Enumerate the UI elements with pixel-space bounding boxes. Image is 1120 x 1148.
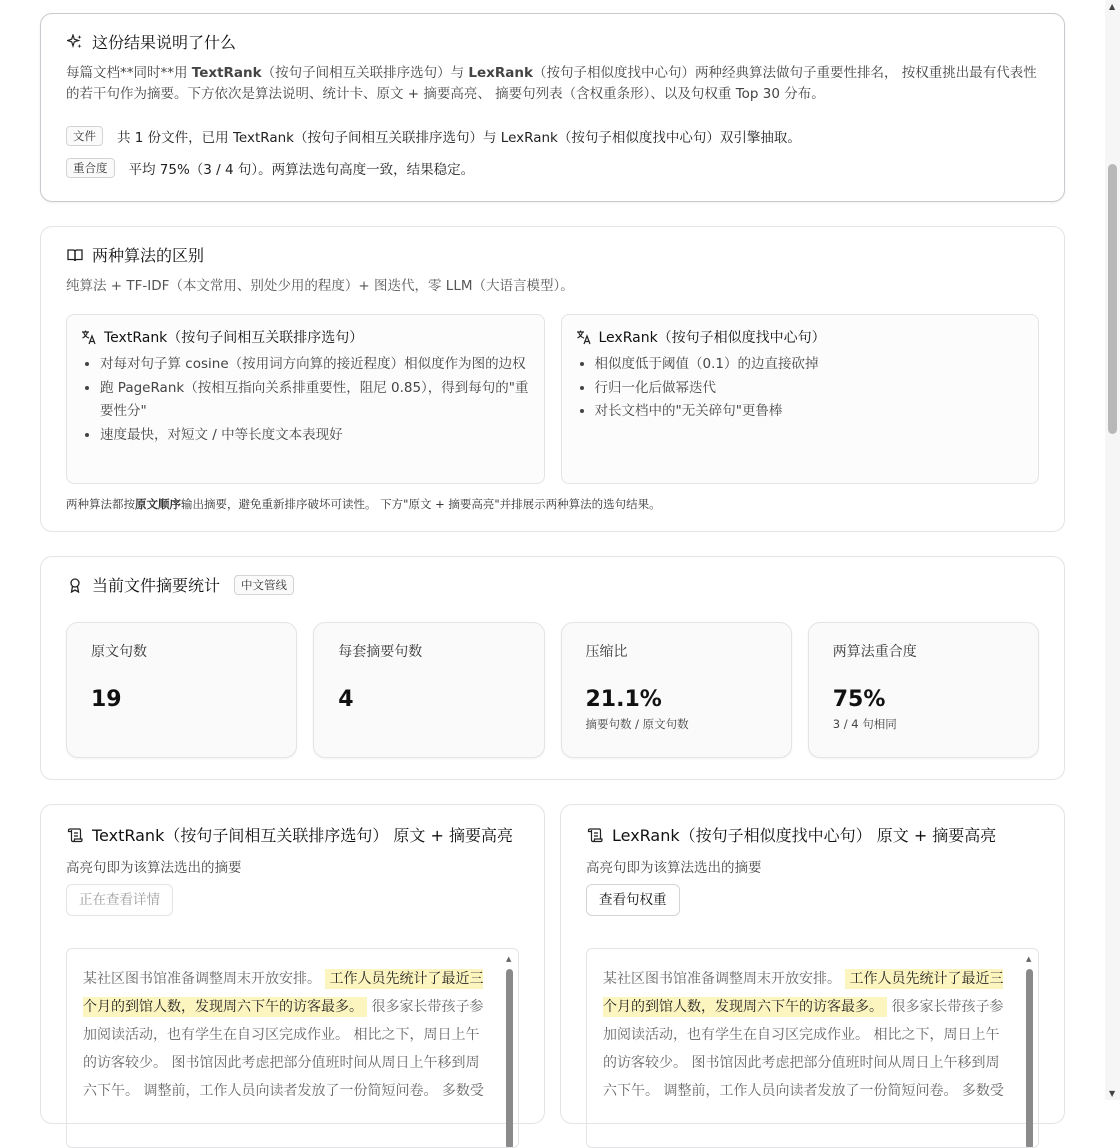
scroll-text-icon bbox=[66, 826, 84, 844]
original-sentence: 某社区图书馆准备调整周末开放安排。 bbox=[603, 971, 841, 987]
page-scrollbar-thumb[interactable] bbox=[1108, 164, 1117, 434]
algorithms-subtitle: 纯算法 + TF-IDF（本文常用、别处少用的程度）+ 图迭代，零 LLM（大语言模型）。 bbox=[66, 278, 574, 294]
desc-mid: （按句子间相互关联排序选句）与 bbox=[261, 65, 469, 81]
translate-icon bbox=[80, 328, 98, 346]
lexrank-point: • 对长文档中的"无关碎句"更鲁棒 bbox=[595, 400, 1026, 424]
stat-card-summary-count bbox=[313, 622, 544, 758]
stat-value: 19 bbox=[91, 687, 122, 712]
stats-title: 当前文件摘要统计 bbox=[92, 576, 221, 595]
summary-title: 这份结果说明了什么 bbox=[92, 33, 237, 52]
lexrank-view-subtitle: 高亮句即为该算法选出的摘要 bbox=[586, 860, 762, 876]
foot-rest: 输出摘要，避免重新排序破坏可读性。 下方"原文 + 摘要高亮"并排展示两种算法的选句结果。 bbox=[181, 497, 661, 511]
stat-sub: 摘要句数 / 原文句数 bbox=[585, 717, 689, 731]
stat-card-overlap bbox=[808, 622, 1039, 758]
scroll-up-icon[interactable]: ▲ bbox=[506, 955, 512, 963]
original-sentence: 很多家长带孩子参加阅读活动，也有学生在自习区完成作业。 相比之下，周日上午的访客较少。 图书馆因此考虑把部分值班时间从周日上午移到周六下午。 调整前，工作人员向读者发放了一份简短问卷。 多数受 bbox=[603, 999, 1004, 1099]
textrank-point: • 速度最快，对短文 / 中等长度文本表现好 bbox=[100, 424, 531, 448]
algorithms-title: 两种算法的区别 bbox=[92, 246, 205, 265]
pipeline-badge: 中文管线 bbox=[234, 575, 294, 595]
desc-rest: （按句子相似度找中心句）两种经典算法做句子重要性排名， 按权重挑出最有代表性的若干句作为摘要。下方依次是算法说明、统计卡、原文 + 摘要高亮、 摘要句列表（含权重条形）、以及句权重 Top 30 分布。 bbox=[66, 65, 1037, 102]
scroll-up-icon[interactable]: ▲ bbox=[1109, 2, 1116, 11]
stat-sub: 3 / 4 句相同 bbox=[832, 717, 897, 731]
book-open-icon bbox=[66, 246, 84, 264]
lexrank-point: • 行归一化后做幂迭代 bbox=[595, 377, 1026, 401]
lexrank-highlight-card bbox=[560, 804, 1065, 1124]
lexrank-view-title: LexRank（按句子相似度找中心句） 原文 + 摘要高亮 bbox=[612, 826, 997, 845]
stat-label: 压缩比 bbox=[585, 644, 628, 660]
algorithms-footnote bbox=[66, 496, 1039, 512]
desc-textrank: TextRank bbox=[191, 65, 262, 81]
foot-bold: 原文顺序 bbox=[135, 497, 181, 511]
highlighted-summary-sentence: 工作人员先统计了最近三个月的到馆人数，发现周六下午的访客最多。 bbox=[83, 971, 484, 1015]
overlap-tag: 重合度 bbox=[66, 158, 115, 178]
textrank-view-title: TextRank（按句子间相互关联排序选句） 原文 + 摘要高亮 bbox=[92, 826, 514, 845]
page-scrollbar[interactable] bbox=[1105, 0, 1120, 1100]
textrank-point: • 跑 PageRank（按相互指向关系排重要性，阻尼 0.85），得到每句的"重要性分" bbox=[100, 377, 531, 424]
lexrank-text-box[interactable] bbox=[586, 948, 1039, 1148]
result-summary-card bbox=[40, 13, 1065, 202]
textrank-head: TextRank（按句子间相互关联排序选句） bbox=[104, 330, 364, 346]
summary-stats-card bbox=[40, 556, 1065, 780]
lexrank-panel bbox=[561, 314, 1040, 484]
stat-value: 75% bbox=[832, 687, 886, 712]
sparkles-icon bbox=[66, 33, 84, 51]
textrank-point: • 对每对句子算 cosine（按用词方向算的接近程度）相似度作为图的边权 bbox=[100, 353, 531, 377]
page-content bbox=[40, 13, 1065, 1099]
original-sentence: 很多家长带孩子参加阅读活动，也有学生在自习区完成作业。 相比之下，周日上午的访客较少。 图书馆因此考虑把部分值班时间从周日上午移到周六下午。 调整前，工作人员向读者发放了一份简短问卷。 多数受 bbox=[83, 999, 484, 1099]
algorithm-comparison-card bbox=[40, 226, 1065, 532]
text-box-scrollbar[interactable] bbox=[506, 955, 514, 1148]
stat-label: 原文句数 bbox=[91, 644, 147, 660]
stat-value: 21.1% bbox=[585, 687, 662, 712]
translate-icon bbox=[575, 328, 593, 346]
stat-label: 两算法重合度 bbox=[832, 644, 917, 660]
summary-description bbox=[66, 63, 1039, 105]
text-box-scrollbar[interactable] bbox=[1026, 955, 1034, 1148]
original-sentence: 某社区图书馆准备调整周末开放安排。 bbox=[83, 971, 321, 987]
desc-prefix: 每篇文档**同时**用 bbox=[66, 65, 192, 81]
highlighted-summary-sentence: 工作人员先统计了最近三个月的到馆人数，发现周六下午的访客最多。 bbox=[603, 971, 1004, 1015]
foot-prefix: 两种算法都按 bbox=[66, 497, 135, 511]
textrank-view-subtitle: 高亮句即为该算法选出的摘要 bbox=[66, 860, 242, 876]
scroll-text-icon bbox=[586, 826, 604, 844]
file-summary-text: 共 1 份文件，已用 TextRank（按句子间相互关联排序选句）与 LexRank（按句子相似度找中心句）双引擎抽取。 bbox=[117, 130, 801, 146]
viewing-details-button[interactable]: 正在查看详情 bbox=[66, 884, 173, 916]
textrank-highlight-card bbox=[40, 804, 545, 1124]
file-tag: 文件 bbox=[66, 126, 103, 146]
scroll-down-icon[interactable]: ▼ bbox=[1109, 1089, 1116, 1098]
award-icon bbox=[66, 576, 84, 594]
stat-value: 4 bbox=[338, 687, 354, 712]
scroll-up-icon[interactable]: ▲ bbox=[1026, 955, 1032, 963]
stat-label: 每套摘要句数 bbox=[338, 644, 423, 660]
lexrank-head: LexRank（按句子相似度找中心句） bbox=[598, 330, 826, 346]
lexrank-point: • 相似度低于阈值（0.1）的边直接砍掉 bbox=[595, 353, 1026, 377]
overlap-summary-text: 平均 75%（3 / 4 句）。两算法选句高度一致，结果稳定。 bbox=[128, 162, 475, 178]
scrollbar-thumb[interactable] bbox=[1026, 969, 1033, 1148]
stat-card-compression bbox=[561, 622, 792, 758]
view-sentence-weights-button[interactable]: 查看句权重 bbox=[586, 884, 680, 916]
desc-lexrank: LexRank bbox=[468, 65, 533, 81]
textrank-text-box[interactable] bbox=[66, 948, 519, 1148]
textrank-panel bbox=[66, 314, 545, 484]
stat-card-sentences bbox=[66, 622, 297, 758]
scrollbar-thumb[interactable] bbox=[506, 969, 513, 1148]
